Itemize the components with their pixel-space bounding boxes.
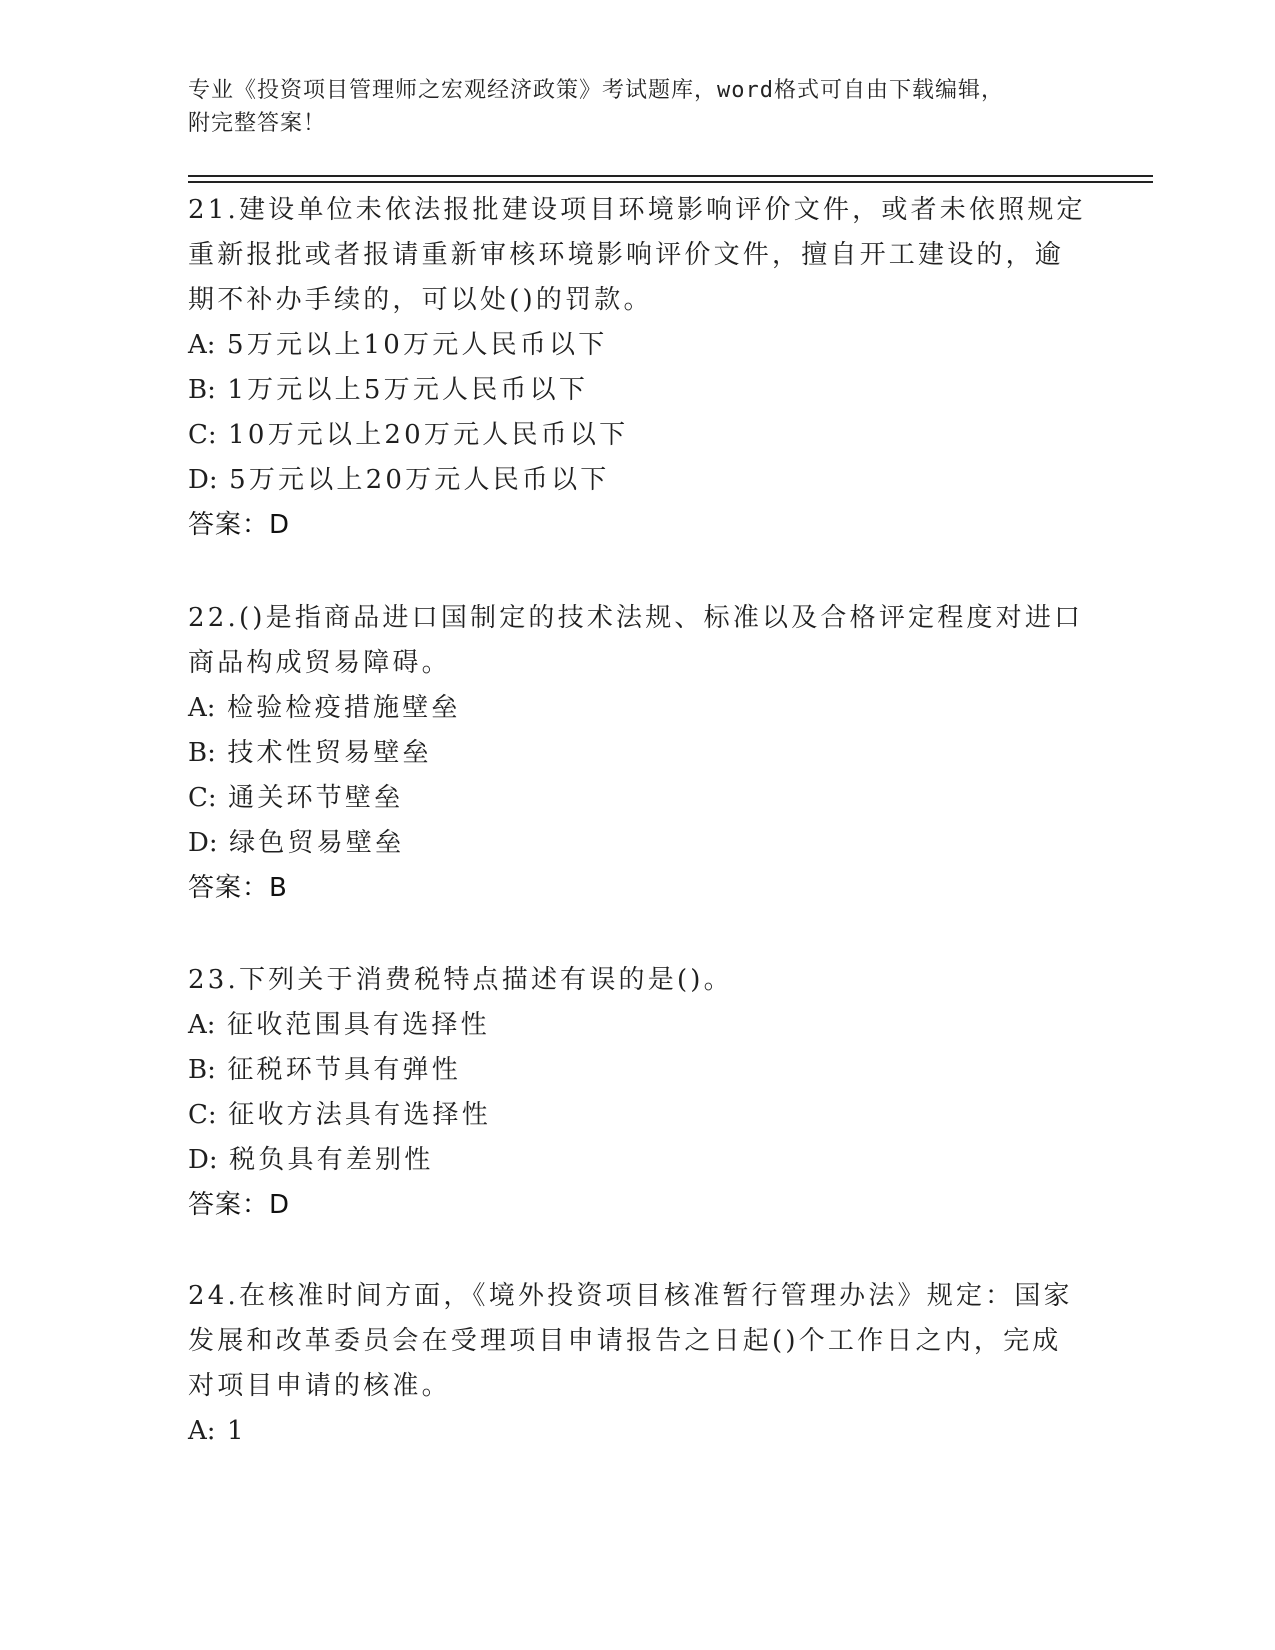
- option-text: 通关环节壁垒: [228, 783, 404, 813]
- option-text: 1: [227, 1416, 247, 1446]
- option-text: 检验检疫措施壁垒: [227, 693, 461, 723]
- option-text: 5万元以上20万元人民币以下: [229, 465, 610, 495]
- stem-line: 发展和改革委员会在受理项目申请报告之日起()个工作日之内，完成: [188, 1326, 1062, 1356]
- question-21: [188, 188, 1088, 548]
- option-text: 征税环节具有弹性: [227, 1055, 461, 1085]
- header-line-1: 专业《投资项目管理师之宏观经济政策》考试题库，word格式可自由下载编辑，: [188, 78, 1004, 103]
- option-a: [188, 323, 1088, 368]
- option-b: [188, 731, 1088, 776]
- option-key: C:: [188, 420, 217, 450]
- question-stem: [188, 1274, 1088, 1409]
- option-a: [188, 686, 1088, 731]
- option-key: A:: [188, 1010, 216, 1040]
- option-b: [188, 1048, 1088, 1093]
- option-key: A:: [188, 330, 216, 360]
- option-key: C:: [188, 783, 217, 813]
- answer-line: 答案：D: [188, 510, 291, 540]
- option-c: [188, 1093, 1088, 1138]
- answer-line: 答案：D: [188, 1190, 291, 1220]
- question-24: [188, 1274, 1088, 1454]
- option-a: [188, 1003, 1088, 1048]
- option-d: [188, 458, 1088, 503]
- option-c: [188, 413, 1088, 458]
- header-divider-bottom: [188, 181, 1153, 183]
- option-text: 征收范围具有选择性: [227, 1010, 490, 1040]
- question-stem: [188, 958, 1088, 1003]
- stem-line: 21.建设单位未依法报批建设项目环境影响评价文件，或者未依照规定: [188, 195, 1086, 225]
- question-22: [188, 596, 1088, 911]
- option-text: 1万元以上5万元人民币以下: [227, 375, 589, 405]
- option-a: [188, 1409, 1088, 1454]
- header-line-2: 附完整答案！: [188, 111, 327, 136]
- stem-line: 期不补办手续的，可以处()的罚款。: [188, 285, 653, 315]
- option-key: A:: [188, 1416, 216, 1446]
- stem-line: 22.()是指商品进口国制定的技术法规、标准以及合格评定程度对进口: [188, 603, 1084, 633]
- stem-line: 23.下列关于消费税特点描述有误的是()。: [188, 965, 733, 995]
- question-stem: [188, 596, 1088, 686]
- question-stem: [188, 188, 1088, 323]
- option-key: B:: [188, 738, 216, 768]
- option-text: 10万元以上20万元人民币以下: [228, 420, 629, 450]
- option-key: B:: [188, 375, 216, 405]
- option-key: D:: [188, 828, 218, 858]
- option-key: D:: [188, 1145, 218, 1175]
- question-23: [188, 958, 1088, 1228]
- option-c: [188, 776, 1088, 821]
- header-divider-top: [188, 175, 1153, 177]
- option-key: A:: [188, 693, 216, 723]
- option-text: 5万元以上10万元人民币以下: [227, 330, 608, 360]
- option-text: 技术性贸易壁垒: [227, 738, 432, 768]
- option-d: [188, 821, 1088, 866]
- option-text: 绿色贸易壁垒: [229, 828, 405, 858]
- stem-line: 对项目申请的核准。: [188, 1371, 451, 1401]
- answer-line: 答案：B: [188, 873, 288, 903]
- document-header: [188, 74, 1068, 140]
- stem-line: 24.在核准时间方面，《境外投资项目核准暂行管理办法》规定：国家: [188, 1281, 1073, 1311]
- option-key: B:: [188, 1055, 216, 1085]
- option-d: [188, 1138, 1088, 1183]
- option-text: 征收方法具有选择性: [228, 1100, 491, 1130]
- option-text: 税负具有差别性: [229, 1145, 434, 1175]
- stem-line: 商品构成贸易障碍。: [188, 648, 451, 678]
- option-key: D:: [188, 465, 218, 495]
- option-b: [188, 368, 1088, 413]
- stem-line: 重新报批或者报请重新审核环境影响评价文件，擅自开工建设的，逾: [188, 240, 1065, 270]
- option-key: C:: [188, 1100, 217, 1130]
